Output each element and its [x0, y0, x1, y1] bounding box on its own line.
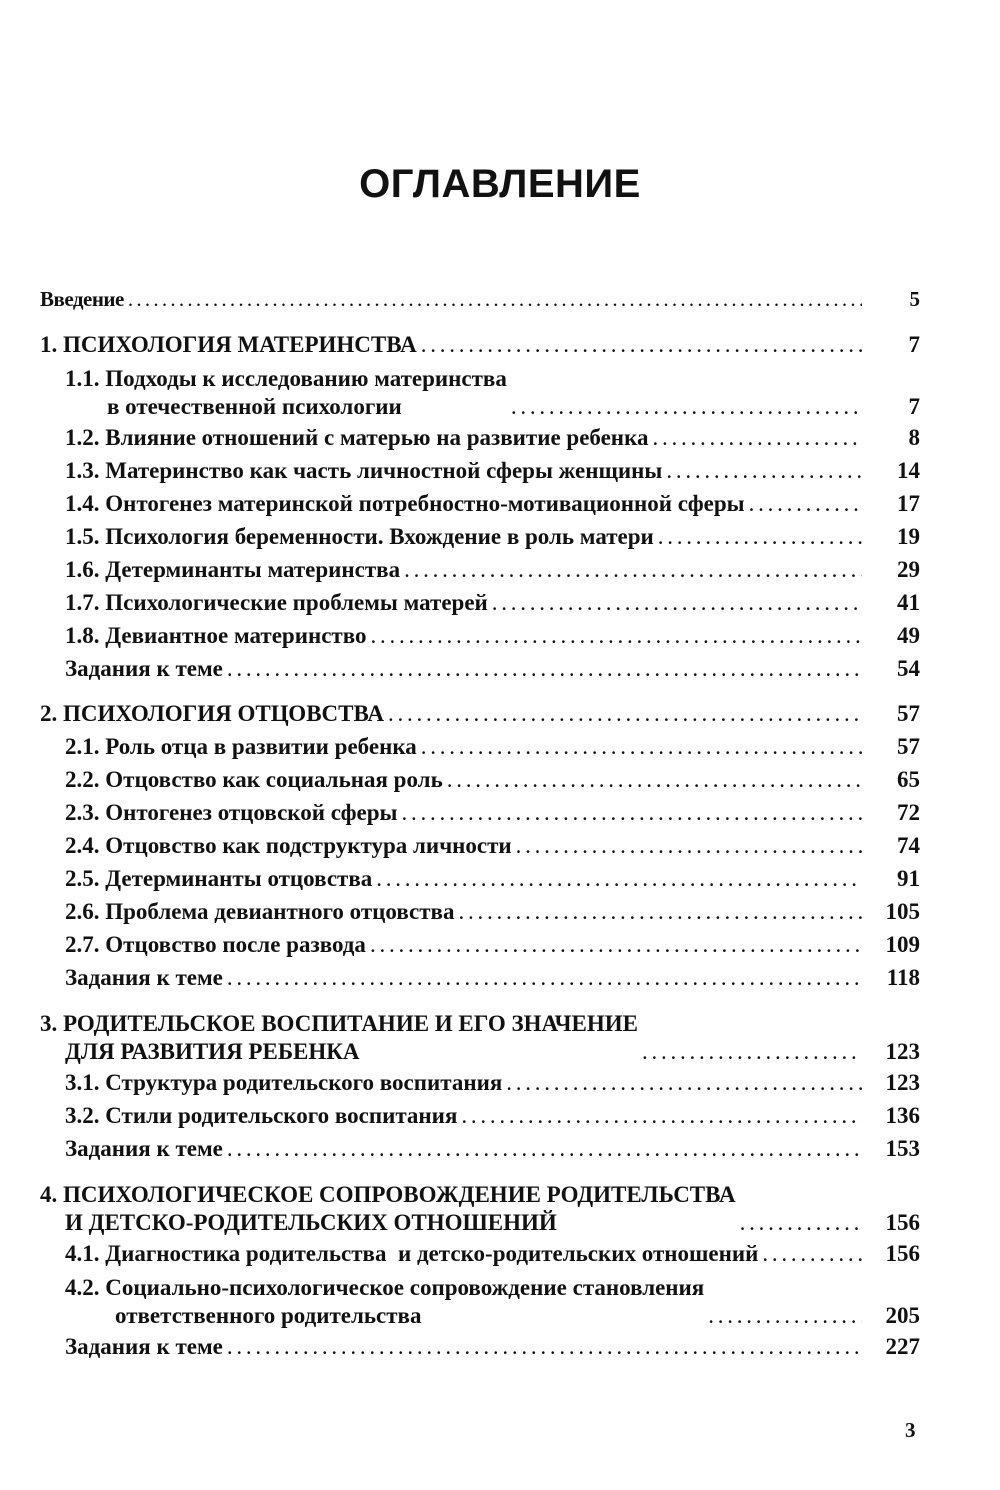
dot-leader	[511, 393, 862, 421]
toc-chapter-1[interactable]	[40, 328, 920, 361]
dot-leader	[749, 487, 862, 520]
toc-entry-label: 3.1. Структура родительского воспитания	[65, 1070, 503, 1095]
dot-leader	[376, 862, 862, 895]
dot-leader	[516, 829, 862, 862]
toc-chapter-label: 3. РОДИТЕЛЬСКОЕ ВОСПИТАНИЕ И ЕГО ЗНАЧЕНИЕ	[40, 1011, 638, 1036]
toc-entry-assignments[interactable]	[40, 1132, 920, 1165]
toc-page-number: 57	[897, 734, 920, 759]
dot-leader	[227, 1330, 862, 1363]
toc-page-number: 29	[897, 557, 920, 582]
toc-entry[interactable]	[40, 862, 920, 895]
toc-chapter-4[interactable]	[40, 1177, 920, 1237]
toc-entry[interactable]	[40, 1066, 920, 1099]
toc-page-number: 54	[897, 656, 920, 681]
toc-entry-label: 2.2. Отцовство как социальная роль	[65, 767, 443, 792]
toc-page-number: 123	[885, 1070, 920, 1095]
dot-leader	[740, 1209, 862, 1237]
toc-entry-assignments[interactable]	[40, 1330, 920, 1363]
toc-page-number: 57	[897, 701, 920, 726]
toc-entry-label: Введение	[40, 287, 124, 311]
toc-entry-label: 1.5. Психология беременности. Вхождение в роль матери	[65, 524, 654, 549]
dot-leader	[652, 421, 862, 454]
toc-entry-label-continued: в отечественной психологии	[107, 394, 402, 419]
toc-page-number: 118	[886, 965, 920, 990]
toc-page-number: 49	[897, 623, 920, 648]
toc-entry-label: 1.8. Девиантное материнство	[65, 623, 367, 648]
toc-entry[interactable]	[40, 454, 920, 487]
toc-entry[interactable]	[40, 829, 920, 862]
toc-entry[interactable]	[40, 619, 920, 652]
dot-leader	[658, 520, 862, 553]
toc-page-number: 41	[897, 590, 920, 615]
toc-entry-label-continued: ответственного родительства	[115, 1303, 422, 1328]
dot-leader	[492, 586, 862, 619]
dot-leader	[708, 1302, 862, 1330]
toc-entry[interactable]	[40, 361, 920, 421]
dot-leader	[388, 697, 862, 730]
dot-leader	[370, 619, 862, 652]
toc-page-number: 7	[908, 394, 920, 419]
page-number: 3	[905, 1418, 916, 1442]
toc-entry-label: 2.5. Детерминанты отцовства	[65, 866, 373, 891]
toc-page-number: 72	[897, 800, 920, 825]
toc-page-number: 123	[885, 1039, 920, 1064]
toc-page-number: 205	[885, 1303, 920, 1328]
toc-entry-intro[interactable]	[40, 283, 920, 316]
dot-leader	[506, 1066, 862, 1099]
toc-page-number: 8	[908, 425, 920, 450]
toc-page-number: 156	[885, 1241, 920, 1266]
toc-chapter-3[interactable]	[40, 1006, 920, 1066]
toc-page-number: 109	[885, 932, 920, 957]
toc-entry[interactable]	[40, 421, 920, 454]
toc-entry-label: 1.6. Детерминанты материнства	[65, 557, 401, 582]
toc-entry[interactable]	[40, 553, 920, 586]
dot-leader	[404, 553, 862, 586]
page-title: ОГЛАВЛЕНИЕ	[359, 161, 641, 206]
toc-chapter-label: 1. ПСИХОЛОГИЯ МАТЕРИНСТВА	[40, 332, 417, 357]
toc-entry-label: 3.2. Стили родительского воспитания	[65, 1103, 458, 1128]
dot-leader	[642, 1038, 862, 1066]
toc-entry-label: 1.7. Психологические проблемы матерей	[65, 590, 488, 615]
dot-leader	[458, 895, 862, 928]
toc-entry-label: Задания к теме	[65, 1334, 223, 1359]
table-of-contents	[40, 283, 920, 1363]
toc-entry-label: Задания к теме	[65, 965, 223, 990]
dot-leader	[227, 652, 862, 685]
toc-page-number: 136	[885, 1103, 920, 1128]
toc-entry-label: 1.4. Онтогенез материнской потребностно-мотивационной сферы	[65, 491, 745, 516]
toc-entry-label: 2.1. Роль отца в развитии ребенка	[65, 734, 417, 759]
toc-entry-label: 2.4. Отцовство как подструктура личности	[65, 833, 512, 858]
dot-leader	[447, 763, 862, 796]
toc-entry[interactable]	[40, 520, 920, 553]
dot-leader	[421, 328, 862, 361]
toc-entry-label: 4.1. Диагностика родительства и детско-родительских отношений	[65, 1241, 759, 1266]
toc-chapter-label-continued: И ДЕТСКО-РОДИТЕЛЬСКИХ ОТНОШЕНИЙ	[65, 1210, 557, 1235]
toc-page-number: 91	[897, 866, 920, 891]
toc-chapter-label-continued: ДЛЯ РАЗВИТИЯ РЕБЕНКА	[65, 1039, 360, 1064]
toc-entry-label: 1.2. Влияние отношений с матерью на развитие ребенка	[65, 425, 649, 450]
toc-page-number: 74	[897, 833, 920, 858]
toc-page-number: 7	[908, 332, 920, 357]
toc-page-number: 105	[885, 899, 920, 924]
toc-entry[interactable]	[40, 928, 920, 961]
toc-entry[interactable]	[40, 730, 920, 763]
toc-page-number: 14	[897, 458, 920, 483]
toc-entry-label: 2.6. Проблема девиантного отцовства	[65, 899, 455, 924]
dot-leader	[666, 454, 862, 487]
toc-entry-label: 4.2. Социально-психологическое сопровождение становления	[65, 1275, 705, 1300]
toc-chapter-label: 2. ПСИХОЛОГИЯ ОТЦОВСТВА	[40, 701, 384, 726]
toc-entry-label: 2.3. Онтогенез отцовской сферы	[65, 800, 398, 825]
toc-entry[interactable]	[40, 487, 920, 520]
toc-entry-label: 1.1. Подходы к исследованию материнства	[65, 366, 507, 391]
toc-entry-label: 1.3. Материнство как часть личностной сферы женщины	[65, 458, 663, 483]
toc-page-number: 19	[897, 524, 920, 549]
dot-leader	[421, 730, 862, 763]
toc-entry[interactable]	[40, 586, 920, 619]
toc-page-number: 227	[885, 1334, 920, 1359]
dot-leader	[227, 961, 862, 994]
dot-leader	[128, 283, 862, 316]
toc-entry[interactable]	[40, 1270, 920, 1330]
dot-leader	[227, 1132, 862, 1165]
toc-chapter-label: 4. ПСИХОЛОГИЧЕСКОЕ СОПРОВОЖДЕНИЕ РОДИТЕЛЬСТВА	[40, 1182, 736, 1207]
toc-entry[interactable]	[40, 1237, 920, 1270]
dot-leader	[461, 1099, 862, 1132]
toc-page-number: 65	[897, 767, 920, 792]
toc-entry-label: Задания к теме	[65, 1136, 223, 1161]
toc-entry[interactable]	[40, 763, 920, 796]
toc-chapter-2[interactable]	[40, 697, 920, 730]
toc-page-number: 153	[885, 1136, 920, 1161]
toc-page-number: 17	[897, 491, 920, 516]
toc-entry[interactable]	[40, 895, 920, 928]
toc-entry-label: Задания к теме	[65, 656, 223, 681]
toc-entry[interactable]	[40, 1099, 920, 1132]
toc-entry-assignments[interactable]	[40, 652, 920, 685]
toc-page-number: 5	[909, 287, 920, 311]
dot-leader	[762, 1237, 862, 1270]
toc-entry-assignments[interactable]	[40, 961, 920, 994]
toc-page-number: 156	[885, 1210, 920, 1235]
toc-entry[interactable]	[40, 796, 920, 829]
dot-leader	[370, 928, 862, 961]
toc-entry-label: 2.7. Отцовство после развода	[65, 932, 366, 957]
dot-leader	[402, 796, 862, 829]
